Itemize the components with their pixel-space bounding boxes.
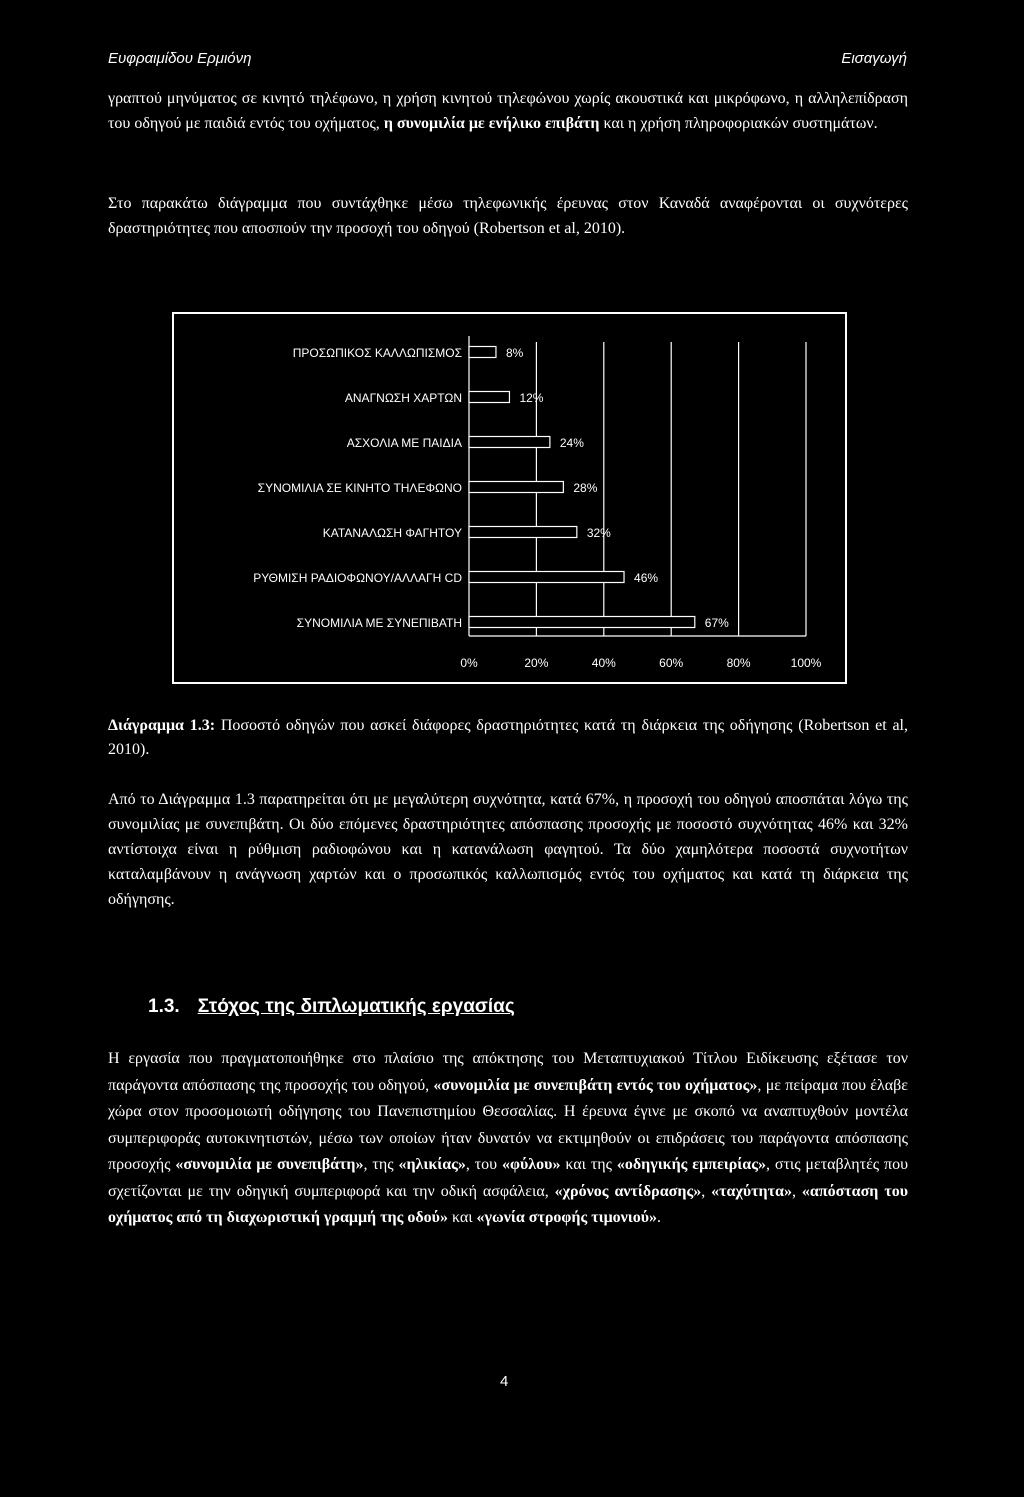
category-label: ΑΣΧΟΛΙΑ ΜΕ ΠΑΙΔΙΑ [346,436,462,450]
bar [469,572,624,583]
page-number: 4 [500,1373,509,1390]
objective-bold-9: «γωνία στροφής τιμονιού» [476,1209,658,1226]
data-label: 67% [704,616,729,630]
paragraph-intro-text-2: και η χρήση πληροφοριακών συστημάτων. [599,115,878,132]
figure-caption [108,714,908,762]
objective-text-8: , [791,1182,802,1200]
data-label: 32% [586,526,611,540]
category-label: ΡΥΘΜΙΣΗ ΡΑΔΙΟΦΩΝΟΥ/ΑΛΛΑΓΗ CD [253,571,462,585]
objective-text-2: , με πείραμα που έλαβε χώρα στον προσομοιωτή οδήγησης του Πανεπιστημίου Θεσσαλίας. Η έρευνα έγινε με σκοπό να αναπτυχθούν μοντέλα συμπεριφοράς αυτοκινητιστών, μέσω των οποίων ήταν δυνατόν να εκτιμηθούν οι επιδράσεις του παράγοντα απόσπασης προσοχής [108,1076,908,1173]
bar-chart-svg [174,314,849,686]
category-label: ΣΥΝΟΜΙΛΙΑ ΜΕ ΣΥΝΕΠΙΒΑΤΗ [296,616,462,630]
objective-text-10: . [657,1209,662,1226]
data-label: 8% [505,346,524,360]
data-label: 24% [559,436,584,450]
paragraph-objective [108,1046,908,1232]
objective-bold-2: «συνομιλία με συνεπιβάτη» [175,1156,364,1173]
header-section: Εισαγωγή [841,50,907,67]
bar [469,392,509,403]
section-title: Στόχος της διπλωματικής εργασίας [197,996,515,1017]
objective-bold-5: «οδηγικής εμπειρίας» [616,1156,766,1173]
objective-text-3: , της [363,1156,399,1173]
section-heading [148,996,515,1018]
bar [469,347,496,358]
objective-bold-8: «απόσταση του οχήματος από τη διαχωριστική γραμμή της οδού» [108,1182,909,1226]
category-label: ΠΡΟΣΩΠΙΚΟΣ ΚΑΛΛΩΠΙΣΜΟΣ [292,346,462,360]
objective-text-6: , στις μεταβλητές που σχετίζονται με την οδηγική συμπεριφορά και την οδική ασφάλεια, [108,1156,909,1200]
x-tick-label: 40% [591,656,616,670]
objective-text-7: , [701,1182,712,1200]
bar-chart [172,312,847,684]
x-tick-label: 80% [726,656,751,670]
objective-bold-4: «φύλου» [502,1156,561,1173]
objective-bold-1: «συνομιλία με συνεπιβάτη εντός του οχήματος» [433,1076,758,1094]
category-label: ΣΥΝΟΜΙΛΙΑ ΣΕ ΚΙΝΗΤΟ ΤΗΛΕΦΩΝΟ [257,481,462,495]
section-number: 1.3. [148,996,180,1017]
paragraph-intro [108,86,908,136]
objective-text-4: , του [465,1156,502,1173]
bar [469,437,550,448]
data-label: 46% [634,571,659,585]
caption-text: Ποσοστό οδηγών που ασκεί διάφορες δραστηριότητες κατά τη διάρκεια της οδήγησης (Robertson et al, 2010). [108,717,909,758]
data-label: 28% [573,481,598,495]
caption-label: Διάγραμμα 1.3: [108,717,216,734]
bar [469,527,577,538]
paragraph-intro-bold: η συνομιλία με ενήλικο επιβάτη [383,115,600,132]
x-tick-label: 20% [524,656,549,670]
x-tick-label: 60% [659,656,684,670]
objective-text-1: Η εργασία που πραγματοποιήθηκε στο πλαίσιο της απόκτησης του Μεταπτυχιακού Τίτλου Ειδίκευσης εξέτασε τον παράγοντα απόσπασης της προσοχής του οδηγού, [108,1050,908,1094]
paragraph-chart-intro: Στο παρακάτω διάγραμμα που συντάχθηκε μέσω τηλεφωνικής έρευνας στον Καναδά αναφέρονται οι συχνότερες δραστηριότητες που αποσπούν την προσοχή του οδηγού (Robertson et al, 2010). [108,195,908,237]
paragraph-analysis: Από το Διάγραμμα 1.3 παρατηρείται ότι με μεγαλύτερη συχνότητα, κατά 67%, η προσοχή του οδηγού αποσπάται λόγω της συνομιλίας με συνεπιβάτη. Οι δύο επόμενες δραστηριότητες απόσπασης προσοχής με ποσοστό συχνότητας 46% και 32% αντίστοιχα είναι η ρύθμιση ραδιοφώνου και η κατανάλωση φαγητού. Τα δύο χαμηλότερα ποσοστά συχνοτήτων καταλαμβάνουν η ανάγνωση χαρτών και ο προσωπικός καλλωπισμός εντός του οχήματος και κατά τη διάρκεια της οδήγησης. [108,791,908,908]
bar [469,617,695,628]
paragraph-intro-text-1: γραπτού μηνύματος σε κινητό τηλέφωνο, η χρήση κινητού τηλεφώνου χωρίς ακουστικά και μικρόφωνο, η αλληλεπίδραση του οδηγού με παιδιά εντός του οχήματος, [108,90,908,132]
objective-text-9: και [447,1209,477,1226]
category-label: ΑΝΑΓΝΩΣΗ ΧΑΡΤΩΝ [344,391,462,405]
data-label: 12% [519,391,544,405]
category-label: ΚΑΤΑΝΑΛΩΣΗ ΦΑΓΗΤΟΥ [322,526,462,540]
x-tick-label: 0% [460,656,478,670]
x-tick-label: 100% [790,656,822,670]
objective-text-5: και της [560,1156,617,1173]
objective-bold-6: «χρόνος αντίδρασης» [554,1182,702,1200]
objective-bold-7: «ταχύτητα» [711,1182,792,1200]
objective-bold-3: «ηλικίας» [398,1156,466,1173]
bar [469,482,563,493]
header-author: Ευφραιμίδου Ερμιόνη [108,50,252,67]
